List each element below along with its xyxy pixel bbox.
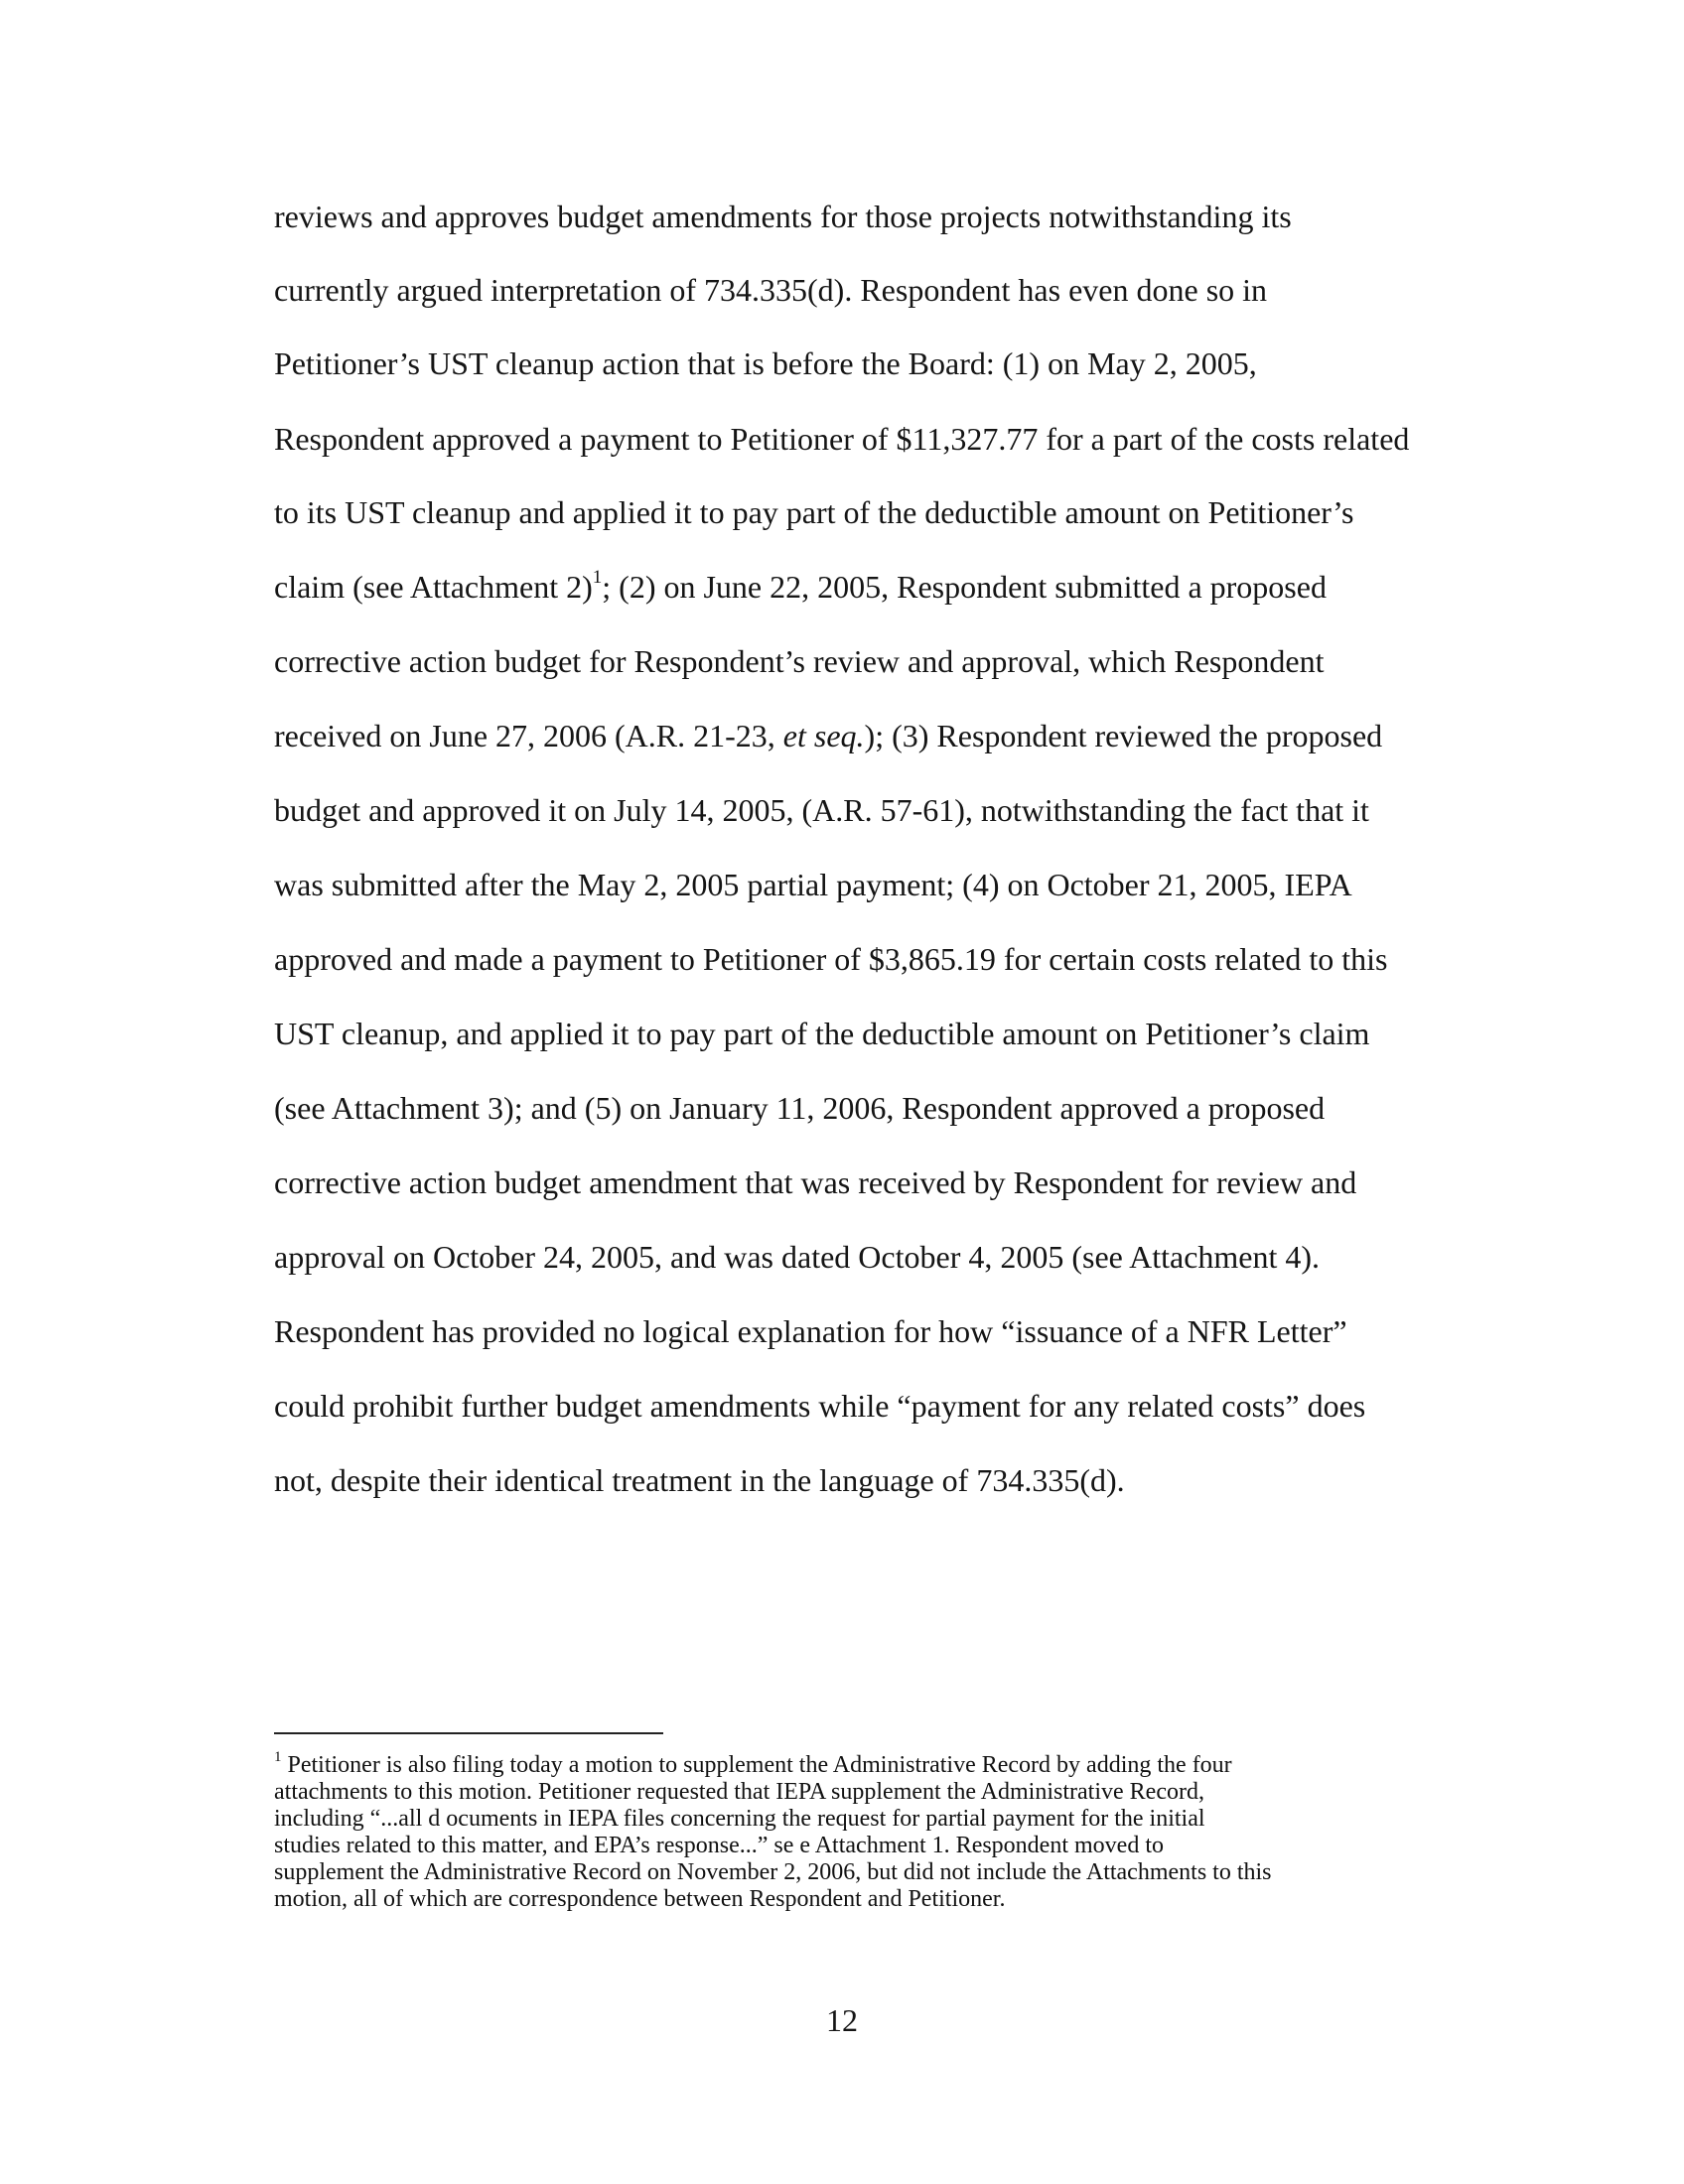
body-line-12: UST cleanup, and applied it to pay part of the deductible amount on Petitioner’s claim [274,1016,1370,1051]
footnote-marker: 1 [274,1749,282,1765]
body-line-8 [274,716,1382,755]
body-line-9: budget and approved it on July 14, 2005, (A.R. 57-61), notwithstanding the fact that it [274,792,1369,828]
body-line-11: approved and made a payment to Petitioner of $3,865.19 for certain costs related to this [274,941,1388,977]
body-line-1: reviews and approves budget amendments for those projects notwithstanding its [274,199,1292,234]
citation-italic: et seq. [782,718,865,753]
footnote-line-3: including “...all d ocuments in IEPA files concerning the request for partial payment for the initial [274,1806,1205,1832]
footnote-line-6: motion, all of which are correspondence between Respondent and Petitioner. [274,1886,1006,1912]
body-line-4: Respondent approved a payment to Petitioner of $11,327.77 for a part of the costs related [274,421,1410,457]
body-line-6-end: ; (2) on June 22, 2005, Respondent submitted a proposed [602,569,1327,605]
body-line-6 [274,567,1327,607]
body-line-6-start: claim (see Attachment 2) [274,569,593,605]
body-line-8-end: ); (3) Respondent reviewed the proposed [864,718,1383,753]
body-line-17: could prohibit further budget amendments while “payment for any related costs” does [274,1388,1366,1424]
footnote-separator [274,1732,663,1734]
body-line-3: Petitioner’s UST cleanup action that is before the Board: (1) on May 2, 2005, [274,345,1257,381]
body-line-16: Respondent has provided no logical explanation for how “issuance of a NFR Letter” [274,1313,1347,1349]
footnote-reference: 1 [592,567,603,589]
body-line-7: corrective action budget for Respondent’s review and approval, which Respondent [274,643,1325,679]
body-line-15: approval on October 24, 2005, and was dated October 4, 2005 (see Attachment 4). [274,1239,1321,1275]
footnote-line-4: studies related to this matter, and EPA’s response...” se e Attachment 1. Respondent moved to [274,1833,1164,1858]
body-line-18: not, despite their identical treatment in the language of 734.335(d). [274,1462,1125,1498]
body-line-10: was submitted after the May 2, 2005 partial payment; (4) on October 21, 2005, IEPA [274,867,1352,902]
footnote-line-1: $^1$ Petitioner is also filing today a motion to supplement the Administrative Record by adding the four [274,1749,1232,1778]
body-line-14: corrective action budget amendment that was received by Respondent for review and [274,1164,1357,1200]
page-number: 12 [826,2002,858,2038]
body-line-8-start: received on June 27, 2006 (A.R. 21-23, [274,718,783,753]
body-line-13: (see Attachment 3); and (5) on January 11, 2006, Respondent approved a proposed [274,1090,1326,1126]
footnote-line-2: attachments to this motion. Petitioner requested that IEPA supplement the Administrative Record, [274,1779,1204,1805]
footnote-line-5: supplement the Administrative Record on November 2, 2006, but did not include the Attachments to this [274,1859,1272,1885]
body-line-2: currently argued interpretation of 734.335(d). Respondent has even done so in [274,272,1268,308]
body-line-5: to its UST cleanup and applied it to pay part of the deductible amount on Petitioner’s [274,494,1354,530]
